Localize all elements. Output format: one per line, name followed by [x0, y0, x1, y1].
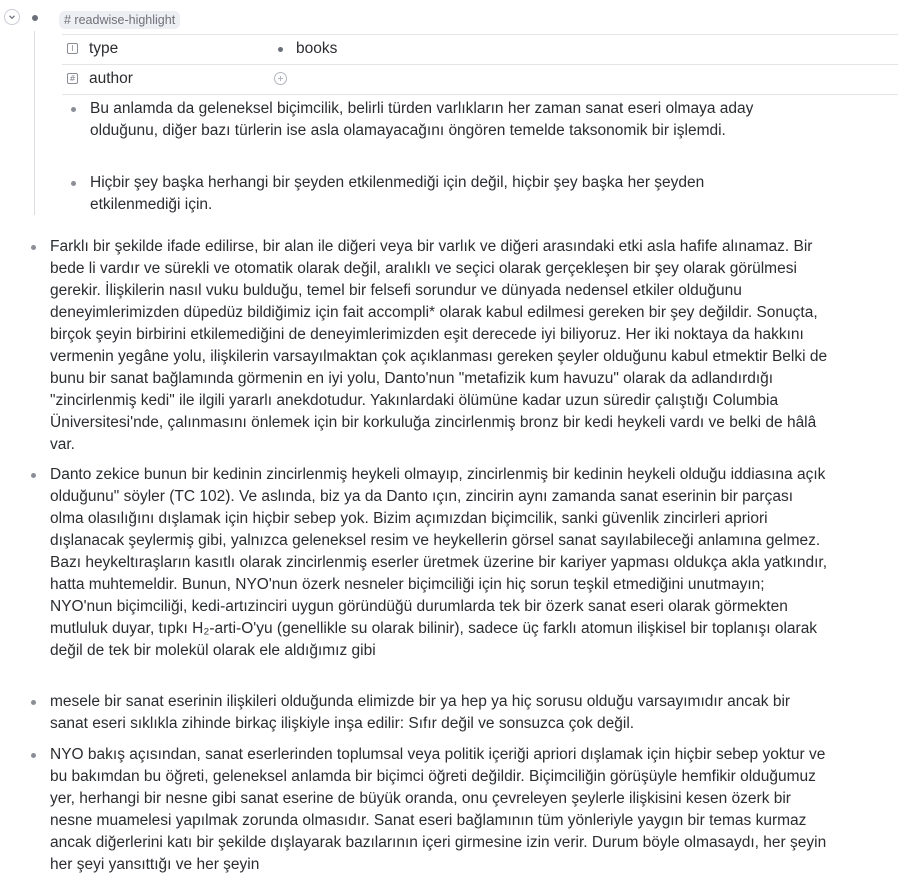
parent-block-bullet[interactable]	[32, 15, 38, 21]
properties-table	[62, 34, 898, 95]
block-text[interactable]: Farklı bir şekilde ifade edilirse, bir alan ile diğeri veya bir varlık ve diğeri arasındaki etki asla hafife alınamaz. Bir bede li vardır ve sürekli ve otomatik olarak değil, aralıklı ve seçici olarak gerçekleşen bir şey olarak görülmesi gerekir. İlişkilerin nasıl vuku bulduğu, temel bir felsefi sorundur ve dünyada nedensel etkiler olduğunu deneyimlerimizden düpedüz bildiğimiz için fait accompli* olarak kabul edilmesi gereken bir şey değildir. Sonuçta, birçok şeyin birbirini etkilemediğini de deneyimlerimizden eşit derecede iyi biliyoruz. Her iki noktaya da hakkını vermenin yegâne yolu, ilişkilerin varsayılmaktan çok açıklanması gereken şeyler olduğunu kabul etmektir Belki de bunu bir sanat bağlamında görmenin en iyi yolu, Danto'nun "metafizik kum havuzu" olarak da adlandırdığı "zincirlenmiş kedi" ile ilgili yararlı anekdotudur. Yakınlardaki ölümüne kadar uzun süredir çalıştığı Columbia Üniversitesi'nde, çalınmasını önlemek için bir korkuluğa zincirlenmiş bronz bir kedi heykeli vardı ve belki de hâlâ var.	[50, 238, 828, 453]
text-property-icon: I	[67, 43, 78, 54]
list-item	[68, 172, 788, 216]
thread-line	[34, 31, 35, 215]
number-property-icon: #	[67, 73, 78, 84]
block-text[interactable]: Hiçbir şey başka herhangi bir şeyden etkilenmediği için değil, hiçbir şey başka her şeyden etkilenmediği için.	[90, 174, 705, 213]
property-value[interactable]: books	[296, 40, 338, 57]
tag-readwise-highlight[interactable]: # readwise-highlight	[59, 11, 180, 29]
block-text[interactable]: Bu anlamda da geleneksel biçimcilik, belirli türden varlıkların her zaman sanat eseri olmaya aday olduğunu, diğer bazı türlerin ise asla olamayacağını öngören temelde taksonomik bir işlemdi.	[90, 100, 754, 139]
list-item	[28, 236, 828, 456]
bullet-icon[interactable]	[71, 107, 76, 112]
property-name[interactable]: type	[89, 40, 119, 57]
block-text[interactable]: NYO bakış açısından, sanat eserlerinden toplumsal veya politik içeriği apriori dışlamak için hiçbir sebep yoktur ve bu bakımdan bu öğreti, geleneksel anlamda bir biçimci öğreti değildir. Biçimciliğin görüşüyle hemfikir olduğumuz yer, herhangi bir nesne gibi sanat eserine de büyük oranda, onu çevreleyen şeylerle ilişkisini kesen özerk bir nesne muamelesi yapılmak zorunda olmasıdır. Sanat eseri bağlamının tüm yönleriyle yaygın bir temas kurmaz ancak diğerlerini katı bir şekilde dışlayarak bazılarının içeri girmesine izin verir. Durum böyle olmasaydı, her şeyin her şeyi yansıttığı ve her şeyin	[50, 746, 827, 873]
property-row-author	[62, 65, 898, 95]
value-bullet	[278, 47, 283, 52]
list-item	[28, 464, 828, 662]
add-value-icon[interactable]	[274, 72, 287, 85]
bullet-icon[interactable]	[71, 181, 76, 186]
block-text[interactable]: Danto zekice bunun bir kedinin zincirlenmiş heykeli olmayıp, zincirlenmiş bir kedinin heykeli olduğu iddiasına açık olduğunu" söyler (TC 102). Ve aslında, biz ya da Danto ıçın, zincirin aynı zamanda sanat eserinin bir parçası olma olasılığını dışlamak için hiçbir sebep yok. Bizim açımızdan biçimcilik, sanki güvenlik zincirleri apriori dışlanacak şeylermiş gibi, yalnızca geleneksel resim ve heykellerin görsel sanat sayılabileceği anlamına gelmez. Bazı heykeltıraşların kasıtlı olarak zincirlenmiş eserler üretmek üzerine bir kariyer yapması oldukça akla yatkındır, hatta muhtemeldir. Bunun, NYO'nun özerk nesneler biçimciliği için hiç sorun teşkil etmediğini unutmayın; NYO'nun biçimciliği, kedi-artızinciri uygun göründüğü durumlarda tek bir özerk sanat eseri olarak görmekten mutluluk duyar, tıpkı H₂-arti-O'yu (genellikle su olarak bilinir), sadece üç farklı atomun ilişkisel bir toplanışı olarak değil de tek bir molekül olarak ele aldığımız gibi	[50, 466, 828, 659]
bullet-icon[interactable]	[31, 473, 36, 478]
list-item	[28, 691, 828, 735]
bullet-icon[interactable]	[31, 753, 36, 758]
bullet-icon[interactable]	[31, 700, 36, 705]
chevron-down-icon	[8, 13, 16, 21]
bullet-icon[interactable]	[31, 245, 36, 250]
list-item	[28, 744, 828, 876]
property-row-type	[62, 35, 898, 65]
property-name[interactable]: author	[89, 70, 133, 87]
collapse-toggle-button[interactable]	[4, 9, 20, 25]
list-item	[68, 98, 788, 142]
block-text[interactable]: mesele bir sanat eserinin ilişkileri olduğunda elimizde bir ya hep ya hiç sorusu olduğu varsayımıdır ancak bir sanat eseri sıklıkla zihinde birkaç ilişkiyle inşa edilir: Sıfır değil ve sonsuzca çok değil.	[50, 693, 791, 732]
